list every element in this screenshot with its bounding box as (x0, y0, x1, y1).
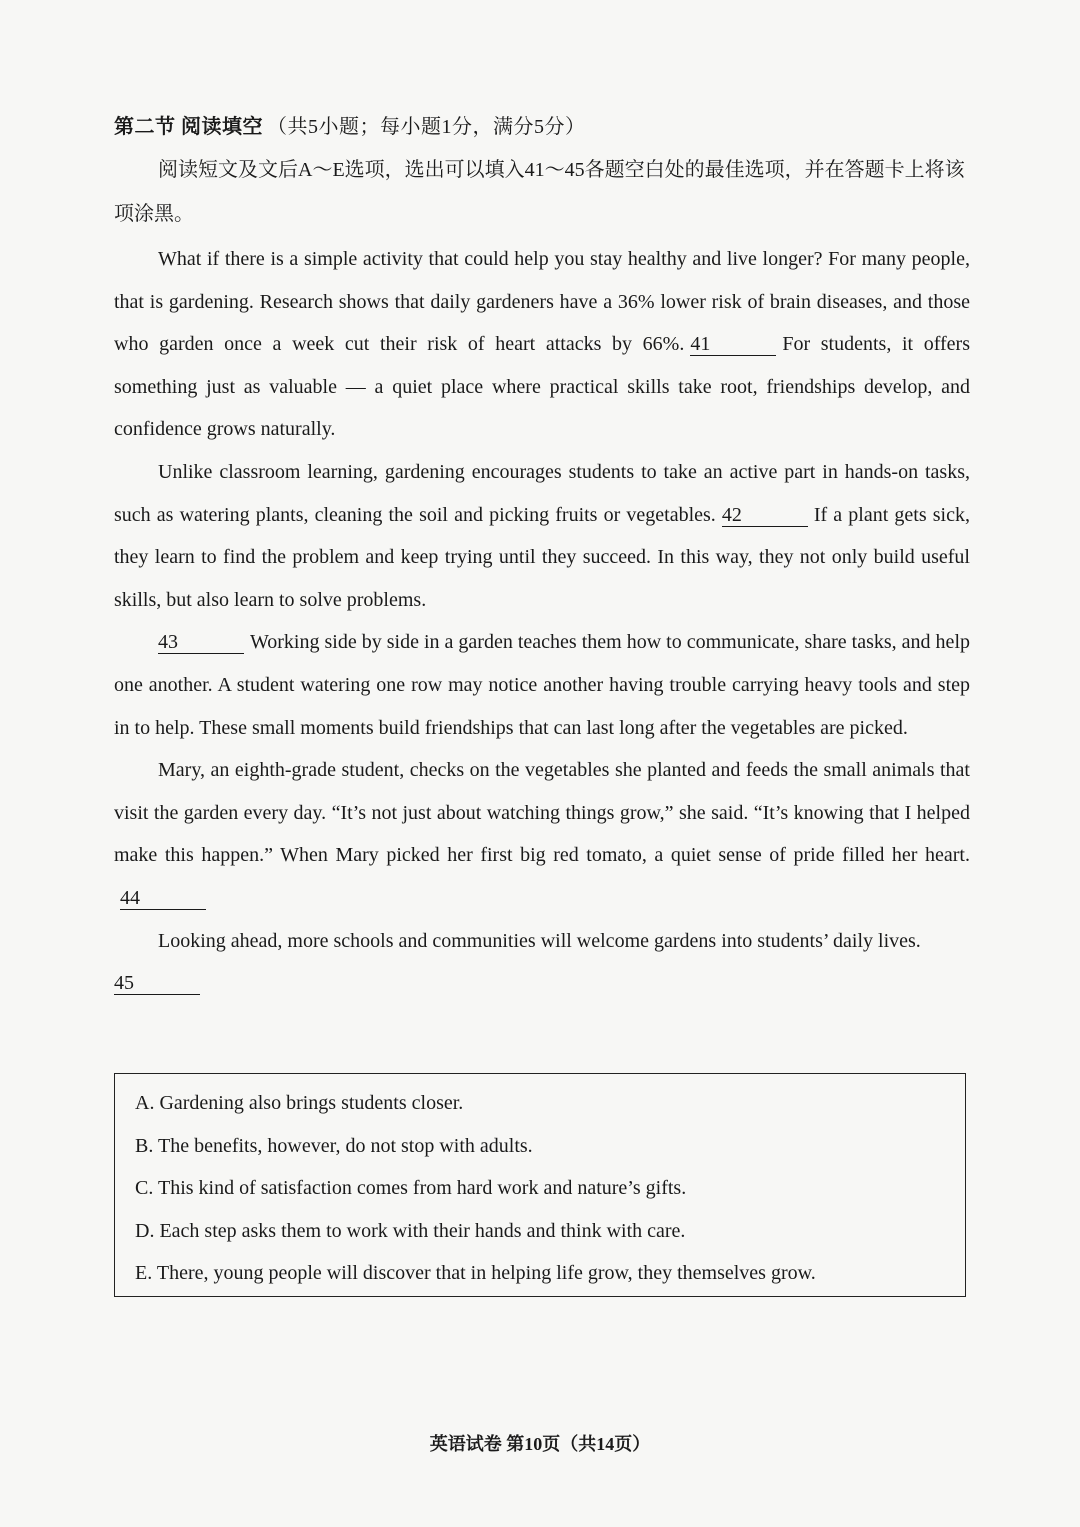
paragraph-1-text-b: For students, it offers something just as valuable — a quiet place where practical skills take root, friendships develop, and confidence grows naturally. (114, 333, 970, 441)
paragraph-2-text-b: If a plant gets sick, they learn to find the problem and keep trying until they succeed. In this way, they not only build useful skills, but also learn to solve problems. (114, 503, 970, 611)
blank-43: 43 (158, 631, 244, 654)
paragraph-3-text: Working side by side in a garden teaches them how to communicate, share tasks, and help one another. A student watering one row may notice another having trouble carrying heavy tools and step in to help. These small moments build friendships that can last long after the vegetables are picked. (114, 631, 970, 739)
blank-41: 41 (690, 333, 776, 356)
option-c: C. This kind of satisfaction comes from hard work and nature’s gifts. (135, 1177, 687, 1200)
paragraph-1 (114, 238, 970, 451)
option-d: D. Each step asks them to work with their hands and think with care. (135, 1219, 686, 1242)
options-box (114, 1073, 966, 1297)
instructions: 阅读短文及文后A～E选项，选出可以填入41～45各题空白处的最佳选项，并在答题卡上将该项涂黑。 (114, 159, 965, 225)
section-scoring: （共5小题；每小题1分，满分5分） (267, 116, 586, 138)
paragraph-2-text-a: Unlike classroom learning, gardening encourages students to take an active part in hands-on tasks, such as watering plants, cleaning the soil and picking fruits or vegetables. (114, 460, 970, 526)
section-heading (114, 110, 586, 139)
paragraph-1-text-a: What if there is a simple activity that could help you stay healthy and live longer? For many people, that is gardening. Research shows that daily gardeners have a 36% lower risk of brain diseases, and those who garden once a week cut their risk of heart attacks by 66%. (114, 248, 970, 356)
paragraph-4 (114, 749, 970, 919)
option-b: B. The benefits, however, do not stop with adults. (135, 1134, 533, 1157)
paragraph-4-text: Mary, an eighth-grade student, checks on the vegetables she planted and feeds the small animals that visit the garden every day. “It’s not just about watching things grow,” she said. “It’s knowing that I helped make this happen.” When Mary picked her first big red tomato, a quiet sense of pride filled her heart. (114, 759, 970, 867)
paragraph-3 (114, 621, 970, 749)
reading-passage (114, 238, 970, 1005)
paragraph-5-blank-line (114, 962, 970, 1005)
paragraph-5-text: Looking ahead, more schools and communities will welcome gardens into students’ daily lives. (158, 929, 921, 952)
section-title: 第二节 阅读填空 (114, 116, 263, 138)
blank-42: 42 (722, 504, 808, 527)
blank-45: 45 (114, 972, 200, 995)
page-footer: 英语试卷 第10页（共14页） (429, 1434, 651, 1454)
option-a: A. Gardening also brings students closer. (135, 1092, 464, 1114)
option-e: E. There, young people will discover that in helping life grow, they themselves grow. (135, 1262, 816, 1285)
blank-44: 44 (120, 887, 206, 910)
paragraph-5 (114, 920, 970, 963)
paragraph-2 (114, 451, 970, 621)
